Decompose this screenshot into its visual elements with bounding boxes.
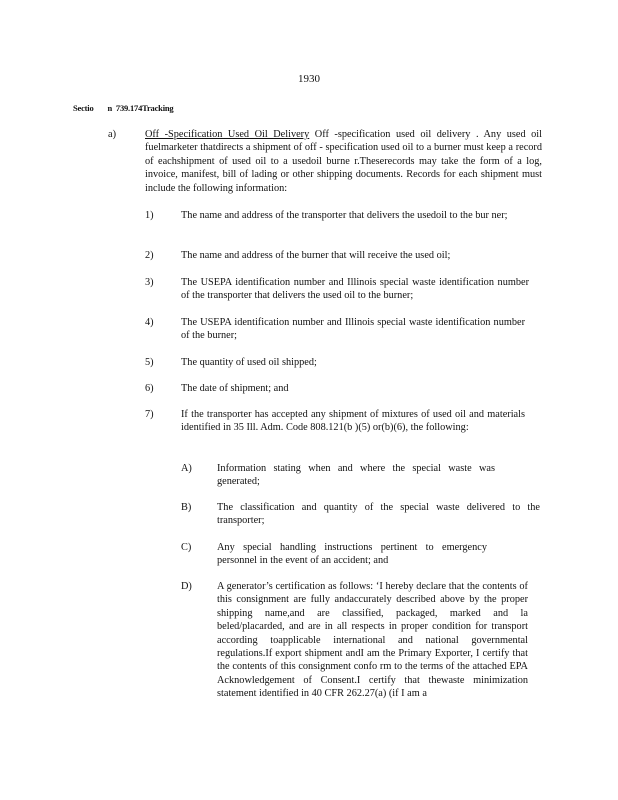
item-label: 7) [145, 409, 154, 420]
subitem-text: Any special handling instructions pertinent to emergency personnel in the event of an accident; and [217, 542, 487, 567]
item-label: 4) [145, 317, 154, 328]
item-label: 3) [145, 277, 154, 288]
page-number: 1930 [298, 73, 320, 85]
subitem-text: A generator’s certification as follows: ‘I hereby declare that the contents of this consignment are fully andaccurately described above by the proper shipping name,and are classified, packaged, marked and la beled/placarded, and are in all respects in proper condition for transport according toapplicable international and national governmental regulations.If export shipment andI am the Primary Exporter, I certify that the contents of this consignment confo rm to the terms of the attached EPA Acknowledgement of Consent.I certify that thewaste minimization statement identified in 40 CFR 262.27(a) (if I am a [217, 581, 528, 700]
section-label-2: n [107, 103, 113, 113]
item-label: 2) [145, 250, 154, 261]
subitem-text: Information stating when and where the special waste was generated; [217, 463, 495, 488]
item-text: The USEPA identification number and Illinois special waste identification number of the burner; [181, 317, 525, 342]
subsection-a-label: a) [108, 129, 116, 140]
item-text: The USEPA identification number and Illinois special waste identification number of the transporter that delivers the used oil to the burner; [181, 277, 529, 302]
subitem-label: B) [181, 502, 192, 513]
section-title: 739.174Tracking [115, 103, 174, 113]
subitem-label: C) [181, 542, 192, 553]
item-label: 6) [145, 383, 154, 394]
subitem-label: A) [181, 463, 192, 474]
item-text: If the transporter has accepted any shipment of mixtures of used oil and materials identified in 35 Ill. Adm. Code 808.121(b )(5) or(b)(6), the following: [181, 409, 525, 434]
subsection-a-body [145, 128, 542, 195]
item-label: 1) [145, 210, 154, 221]
subitem-text: The classification and quantity of the special waste delivered to the transporter; [217, 502, 540, 527]
item-text: The name and address of the transporter that delivers the usedoil to the bur ner; [181, 210, 508, 221]
subsection-a-heading: Off -Specification Used Oil Delivery [145, 129, 310, 140]
item-text: The date of shipment; and [181, 383, 289, 394]
item-label: 5) [145, 357, 154, 368]
subitem-label: D) [181, 581, 192, 592]
section-label: Sectio [73, 103, 94, 113]
subsection-a-text: Off -specification used oil delivery . Any used oil fuelmarketer thatdirects a shipment of off - specification used oil to a burner must keep a record of eachshipment of used oil to a usedoil burne r.Theserecords may take the form of a log, invoice, manifest, bill of lading or other shipping documents. Records for each shipment must include the following information: [145, 129, 542, 194]
item-text: The name and address of the burner that will receive the used oil; [181, 250, 451, 261]
section-heading [73, 102, 173, 115]
item-text: The quantity of used oil shipped; [181, 357, 317, 368]
